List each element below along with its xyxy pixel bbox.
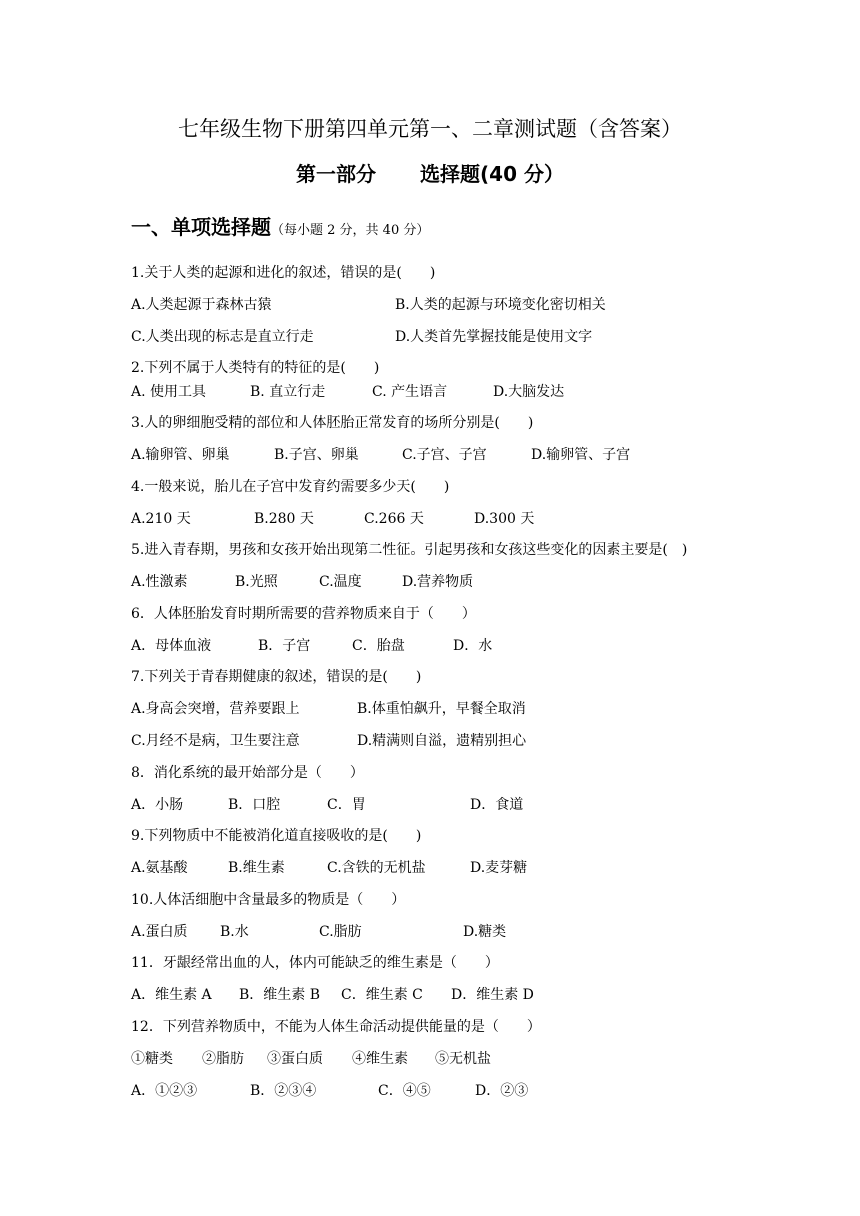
option: D.输卵管、子宫 — [531, 447, 631, 463]
option: B.水 — [220, 924, 249, 940]
option: B．②③④ — [250, 1083, 317, 1099]
option-row — [131, 922, 831, 942]
part-title — [0, 158, 860, 187]
option: A.210 天 — [131, 511, 191, 527]
numbered-item: ①糖类 — [131, 1051, 173, 1067]
question-stem: 4.一般来说，胎儿在子宫中发育约需要多少天( ) — [131, 479, 450, 495]
option: D．②③ — [475, 1083, 529, 1099]
option: A．维生素 A — [131, 987, 212, 1003]
option: D．食道 — [470, 797, 524, 813]
option: B．维生素 B — [239, 987, 321, 1003]
numbered-item: ③蛋白质 — [267, 1051, 323, 1067]
option-row — [131, 795, 831, 815]
option-row — [131, 858, 831, 878]
question-stem: 5.进入青春期，男孩和女孩开始出现第二性征。引起男孩和女孩这些变化的因素主要是( ) — [131, 542, 688, 558]
option: C．胎盘 — [352, 638, 405, 654]
section-heading-main: 一、单项选择题 — [131, 215, 271, 239]
option: A. 使用工具 — [131, 384, 207, 400]
option-row — [131, 445, 831, 465]
question-stem: 7.下列关于青春期健康的叙述，错误的是( ) — [131, 669, 422, 685]
option: B．口腔 — [228, 797, 281, 813]
section-heading-note: （每小题 2 分，共 40 分） — [271, 223, 430, 238]
option: B. 直立行走 — [250, 384, 326, 400]
option-row — [131, 382, 831, 402]
option: C.含铁的无机盐 — [327, 860, 426, 876]
option: C．维生素 C — [341, 987, 423, 1003]
option: A.输卵管、卵巢 — [131, 447, 230, 463]
document-title: 七年级生物下册第四单元第一、二章测试题（含答案） — [178, 117, 682, 141]
numbered-item: ④维生素 — [352, 1051, 408, 1067]
option: C.月经不是病，卫生要注意 — [131, 733, 300, 749]
option: D.精满则自溢，遗精别担心 — [357, 733, 527, 749]
part-name: 第一部分 — [296, 162, 377, 186]
section-heading — [131, 211, 429, 240]
option-row — [131, 731, 831, 751]
option-row — [131, 572, 831, 592]
option: D.300 天 — [474, 511, 535, 527]
option: B.光照 — [235, 574, 278, 590]
option: D.人类首先掌握技能是使用文字 — [395, 329, 593, 345]
question-stem: 12．下列营养物质中，不能为人体生命活动提供能量的是（ ） — [131, 1019, 541, 1035]
numbered-item: ⑤无机盐 — [435, 1051, 491, 1067]
option-row — [131, 1081, 831, 1101]
option: B.人类的起源与环境变化密切相关 — [395, 297, 606, 313]
option: D．维生素 D — [451, 987, 534, 1003]
question-stem: 9.下列物质中不能被消化道直接吸收的是( ) — [131, 828, 422, 844]
option: D.大脑发达 — [493, 384, 565, 400]
option: D.营养物质 — [402, 574, 474, 590]
option: D.糖类 — [463, 924, 507, 940]
option: A.性激素 — [131, 574, 188, 590]
option-row — [131, 509, 831, 529]
option: B．子宫 — [258, 638, 311, 654]
question-stem: 6．人体胚胎发育时期所需要的营养物质来自于（ ） — [131, 606, 476, 622]
option-row — [131, 699, 831, 719]
option: C.266 天 — [364, 511, 424, 527]
question-stem: 11．牙龈经常出血的人，体内可能缺乏的维生素是（ ） — [131, 955, 499, 971]
option: A.人类起源于森林古猿 — [131, 297, 272, 313]
option: A.氨基酸 — [131, 860, 188, 876]
option: C．④⑤ — [378, 1083, 431, 1099]
option-row — [131, 327, 831, 347]
question-stem: 8．消化系统的最开始部分是（ ） — [131, 765, 364, 781]
option: A.蛋白质 — [131, 924, 188, 940]
option: D.麦芽糖 — [470, 860, 528, 876]
option: A.身高会突增，营养要跟上 — [131, 701, 300, 717]
option: C. 产生语言 — [372, 384, 448, 400]
option: B.维生素 — [228, 860, 285, 876]
option: C．胃 — [327, 797, 366, 813]
option-row — [131, 295, 831, 315]
option: A．母体血液 — [131, 638, 212, 654]
option-row — [131, 985, 831, 1005]
part-label: 选择题(40 分） — [420, 162, 564, 186]
option: C.温度 — [319, 574, 362, 590]
option: C.子宫、子宫 — [402, 447, 487, 463]
option: B.体重怕飙升，早餐全取消 — [357, 701, 526, 717]
option: A．小肠 — [131, 797, 184, 813]
question-stem: 1.关于人类的起源和进化的叙述，错误的是( ) — [131, 265, 436, 281]
option: D．水 — [453, 638, 493, 654]
option: C.脂肪 — [319, 924, 362, 940]
option-row — [131, 636, 831, 656]
question-stem: 3.人的卵细胞受精的部位和人体胚胎正常发育的场所分别是( ) — [131, 415, 534, 431]
question-stem: 2.下列不属于人类特有的特征的是( ) — [131, 360, 380, 376]
option: B.280 天 — [254, 511, 314, 527]
option: C.人类出现的标志是直立行走 — [131, 329, 314, 345]
item-row — [131, 1049, 831, 1069]
question-stem: 10.人体活细胞中含量最多的物质是（ ） — [131, 892, 406, 908]
option: B.子宫、卵巢 — [274, 447, 359, 463]
option: A．①②③ — [131, 1083, 198, 1099]
numbered-item: ②脂肪 — [202, 1051, 244, 1067]
